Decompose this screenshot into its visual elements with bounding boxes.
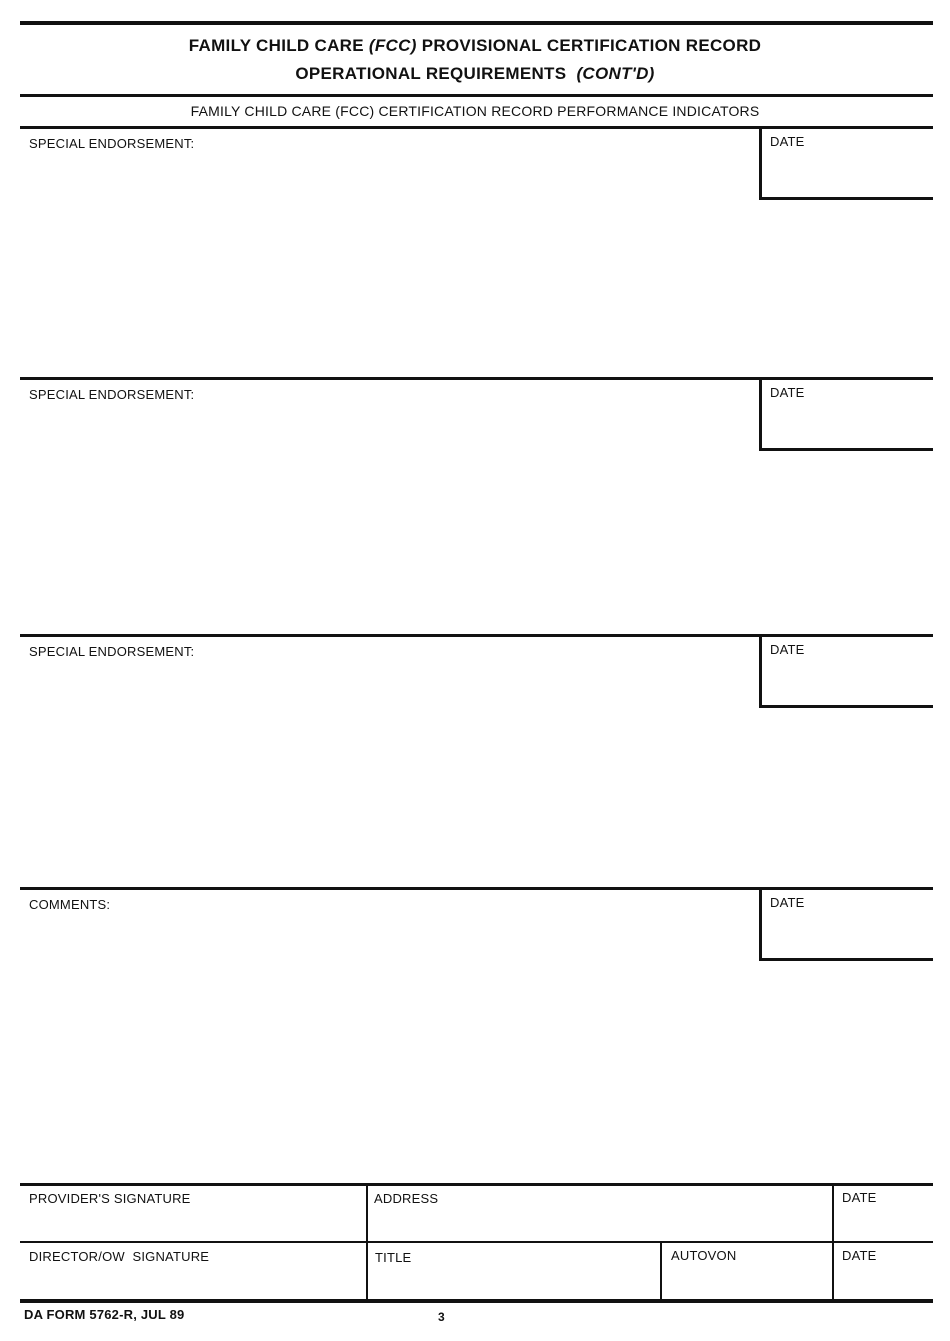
address-field[interactable]	[370, 1208, 830, 1240]
date-box-4-left	[759, 887, 762, 961]
date-label-3: DATE	[770, 642, 805, 657]
top-rule	[20, 21, 933, 25]
page-number: 3	[438, 1310, 445, 1324]
signature-block-top-rule	[20, 1183, 933, 1186]
address-label: ADDRESS	[374, 1191, 439, 1206]
date-box-2-bottom	[759, 448, 933, 451]
form-id: DA FORM 5762-R, JUL 89	[24, 1307, 185, 1322]
section-1-rule	[20, 126, 933, 129]
section-3-rule	[20, 634, 933, 637]
special-endorsement-field-3[interactable]	[22, 664, 756, 884]
title-label: TITLE	[375, 1250, 412, 1265]
signature-block-middle-rule	[20, 1241, 933, 1243]
comments-rule	[20, 887, 933, 890]
date-field-signature-2[interactable]	[836, 1264, 932, 1298]
date-box-3-bottom	[759, 705, 933, 708]
special-endorsement-label-2: SPECIAL ENDORSEMENT:	[29, 387, 195, 402]
section-2-rule	[20, 377, 933, 380]
date-label-signature-2: DATE	[842, 1248, 877, 1263]
date-box-2-left	[759, 377, 762, 451]
date-field-signature-1[interactable]	[836, 1206, 932, 1240]
special-endorsement-field-1[interactable]	[22, 156, 756, 374]
date-box-4-bottom	[759, 958, 933, 961]
date-box-1-left	[759, 126, 762, 200]
date-field-2[interactable]	[763, 403, 931, 447]
date-field-4[interactable]	[763, 913, 931, 957]
comments-field[interactable]	[22, 917, 756, 1179]
header-rule	[20, 94, 933, 97]
providers-signature-label: PROVIDER'S SIGNATURE	[29, 1191, 191, 1206]
special-endorsement-field-2[interactable]	[22, 407, 756, 631]
date-field-1[interactable]	[763, 152, 931, 196]
date-box-3-left	[759, 634, 762, 708]
providers-signature-field[interactable]	[22, 1208, 364, 1240]
comments-label: COMMENTS:	[29, 897, 111, 912]
special-endorsement-label-3: SPECIAL ENDORSEMENT:	[29, 644, 195, 659]
page-title-line-2: OPERATIONAL REQUIREMENTS (CONT'D)	[295, 64, 655, 83]
date-label-1: DATE	[770, 134, 805, 149]
director-signature-label: DIRECTOR/OW SIGNATURE	[29, 1249, 210, 1264]
signature-block-bottom-rule	[20, 1299, 933, 1303]
date-label-2: DATE	[770, 385, 805, 400]
date-label-4: DATE	[770, 895, 805, 910]
signature-divider-2	[832, 1185, 834, 1300]
page-title-line-1: FAMILY CHILD CARE (FCC) PROVISIONAL CERTIFICATION RECORD	[188, 36, 762, 55]
signature-divider-3	[660, 1242, 662, 1300]
signature-divider-1	[366, 1185, 368, 1300]
special-endorsement-label-1: SPECIAL ENDORSEMENT:	[29, 136, 195, 151]
director-signature-field[interactable]	[22, 1266, 364, 1298]
autovon-label: AUTOVON	[671, 1248, 737, 1263]
date-box-1-bottom	[759, 197, 933, 200]
date-label-signature-1: DATE	[842, 1190, 877, 1205]
title-field[interactable]	[370, 1266, 658, 1298]
date-field-3[interactable]	[763, 660, 931, 704]
autovon-field[interactable]	[664, 1265, 830, 1298]
section-subheader: FAMILY CHILD CARE (FCC) CERTIFICATION RECORD PERFORMANCE INDICATORS	[190, 103, 760, 119]
